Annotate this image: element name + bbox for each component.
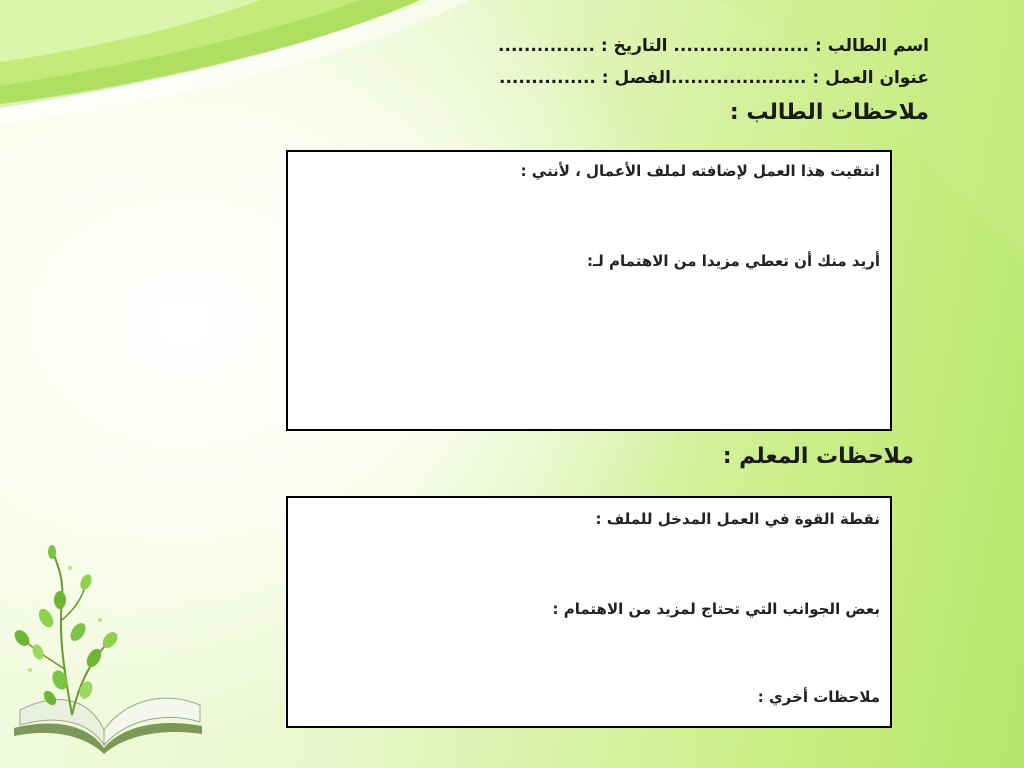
teacher-prompt-other-notes: ملاحظات أخري : [757, 688, 880, 706]
header [498, 30, 929, 94]
teacher-notes-heading: ملاحظات المعلم : [722, 444, 914, 469]
teacher-prompt-strength: نقطة القوة في العمل المدخل للملف : [595, 510, 880, 528]
student-notes-box [286, 150, 892, 431]
work-title-class-line: عنوان العمل : .....................الفصل : ............... [499, 68, 929, 88]
student-prompt-selection-reason: انتقيت هذا العمل لإضافته لملف الأعمال ، لأنني : [520, 162, 880, 180]
teacher-notes-box [286, 496, 892, 728]
teacher-prompt-improvement: بعض الجوانب التي تحتاج لمزيد من الاهتمام : [552, 600, 880, 618]
student-notes-heading: ملاحظات الطالب : [729, 100, 929, 125]
student-name-date-line: اسم الطالب : ..................... التاريخ : ............... [498, 36, 929, 56]
book-plant-illustration [0, 540, 205, 760]
student-prompt-attention: أريد منك أن تعطي مزيدا من الاهتمام لـ: [587, 252, 880, 270]
